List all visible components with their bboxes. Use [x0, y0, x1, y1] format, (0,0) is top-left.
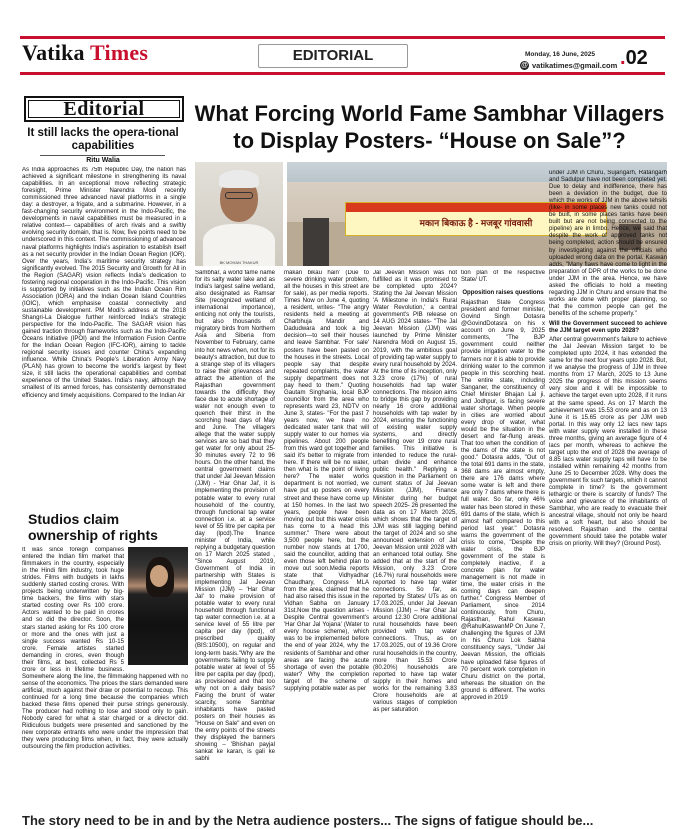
jjm-target-subhead: Will the Government succeed to achieve the JJM target even upto 2028?	[549, 320, 667, 335]
studios-article	[22, 547, 188, 807]
masthead	[0, 0, 685, 78]
left-article-byline: Ritu Walia	[86, 157, 120, 164]
brand-part2: Times	[90, 40, 149, 65]
author-portrait	[195, 162, 283, 266]
masthead-bottom-rule	[20, 72, 665, 75]
email-icon: @	[521, 62, 528, 69]
column-4-body: Rajasthan State Congress president and former minister, Govind Singh Dotasra @GovindDotasra on his x account on June 9, 2025 comments, "The BJP government could neither provide irrigation water to the farmers nor it is able to provide drinking water to the common people in this scorching heat. The entire state, including Sanganer, the constituency of Chief Minister Bhajan Lal ji, and Jodhpur, is facing severe water shortage. When people in cities are worried about every drop of water, what would be the situation in the desert and far-flung areas. That too when the condition of the dams of the state is not good." Dotasra adds, "Out of the total 691 dams in the state, 368 dams are almost empty, there are 176 dams where some water is left and there are only 7 dams where there is full water. So far, only 46% water has been stored in these 691 dams of the state, which is almost half compared to this period last year." Dotasra warns the government of the crisis to come, "Despite the water crisis, the BJP government of the state is completely inactive, if a concrete plan for water management is not made in time, the water crisis in the coming days can deepen further." Congress Member of Parliament, since 2014 continuously, from Churu, Rajasthan, Rahul Kaswan @RahulKaswanMP On June 7, challenging the figures of JJM in his Churu Lok Sabha constituency says, "Under Jal Jeevan Mission, the officials have uploaded false figures of 70 percent work completion in Churu district on the portal, whereas the situation on the ground is different. The works approved in 2019	[461, 300, 545, 701]
bottom-cutoff-text: The story need to be in and by the Netra audience posters... The signs of fatigue should be...	[22, 813, 594, 828]
issue-date: Monday, 16 June, 2025	[525, 51, 595, 58]
article-column-1: Sambhar, a world fame name for its salty water lake and as India's largest saline wetland, also designated as Ramsar Site (recognized wetland of international importance), enticing not only the tourists, but also thousands of migratory birds from Northern Asia and Siberia from November to February, came into hot news when, not for its beauty's attraction, but due to a strange step of its villagers to raise their grievances and attract the attention of the Rajasthan government towards the difficulty they face due to acute shortage of water not enough even to quench their thirst in the scorching heat days of May and June. The villagers allege that the water supply services are so bad that they get water for only about 25-30 minutes every 72 to 96 hours. On the other hand, the central government claims that under Jal Jeevan Mission (JJM) - 'Har Ghar Jal', it is implementing the provision of potable water to every rural household of the country, through functional tap water connection i.e. at a service level of 55 litre per capita per day (lpcd).The finance minister of India, while replying a budgetary question on 17 March 2025 stated , "Since August 2019, Government of India in partnership with States is implementing Jal Jeevan Mission (JJM) – 'Har Ghar Jal' to make provision of potable water to every rural household through functional tap water connection i.e. at a service level of 55 litre per capita per day (lpcd), of prescribed quality (BIS:10500), on regular and long-term basis."Why are the governments failing to supply potable water at level of 55 litre per capita per day (lpcd), as provisioned and that too why not on a daily basis? Facing the brunt of water scarcity, some Sambhar inhabitants have pasted posters on their houses as "House on Sale" and even on the entry points of the streets they displayed the banners showing – 'Bhishan payjal sankat ke karan, is gali ke sabhi	[195, 270, 275, 763]
studios-photo	[128, 547, 188, 665]
masthead-top-rule	[20, 36, 665, 39]
editorial-label: Editorial	[24, 96, 184, 122]
opposition-subhead: Opposition raises questions	[462, 290, 544, 297]
section-label: EDITORIAL	[258, 44, 408, 68]
article-column-2: makan bikau hain' (Due to severe drinking water problem, all the houses in this street are for sale), as per media reports. Times Now on June 4, quoting a resident, writes- "The angry residents held a meeting at Charbhuja Mandir and Dadudwara and took a big decision—to sell their houses and leave Sambhar. 'For sale' posters have been pasted on the houses in the streets. Local people say that despite repeated complaints, the water supply department does not pay heed to them." Quoting Gautam Singhania, local BJP councillor from the area who represents ward 23, NDTV on June 3, states- "For the past 7 years now, we have no dedicated water tank that will supply water to our homes via pipelines. About 200 people from this ward got together and said it's better to migrate from here. If there will be no water, then what is the point of living here? The water works department is not worried, we have put up posters on every street and these have come up at 150 homes. In the last two years, people have been moving out but this water crisis has come to a head this summer." There were about 3,500 people here, but the number now stands at 1700, said the councillor, adding that even those left behind plan to move out soon.Media reports state that Vidhyadhar Chaudhary, Congress MLA from the area, claimed that he had also raised this issue in the Vidhan Sabha on January 31st.Now the question arises -Despite Central government's 'Har Ghar Jal Yojana' (Water to every house scheme), which was to be implemented before the end of year 2024, why the residents of Sambhar and other areas are facing the acute shortage of even the potable water? Why the completion target of the scheme of supplying potable water as per	[284, 270, 369, 692]
article-column-5	[549, 170, 667, 810]
portrait-caption: BK MOHAN THAKUR	[219, 260, 259, 265]
studios-headline: Studios claim ownership of rights	[28, 511, 158, 543]
brand-part1: Vatika	[22, 40, 91, 65]
page-number: .02	[620, 47, 648, 69]
main-headline: What Forcing World Fame Sambhar Villagers to Display Posters- “House on Sale”?	[194, 101, 665, 153]
contact-email	[520, 61, 617, 70]
banner-text: मकान बिकाऊ है - मजबूर गांववासी	[419, 218, 533, 228]
left-headline-rule	[40, 155, 165, 156]
column-4-lead: tion plan of the respective State/ UT.	[461, 270, 545, 284]
left-article-body: As India approaches its 75th Republic Day, the nation has achieved a significant milestone in strengthening its naval capabilities. In an exceptional move reflecting strategic foresight, Prime Minister Narendra Modi recently commissioned three advanced naval platforms in a single day: a destroyer, a frigate, and a submarine. However, in a fast-changing security environment in the Indo-Pacific, the developments in naval capabilities must be measured in a relative context— capabilities of arch rivals and a swiftly evolving security domain, that is. Now, five points need to be underscored in this context. The commissioning of advanced naval platforms highlights India's aspiration to establish itself as a net security provider in the Indian Ocean Region (IOR). Over the years, India's maritime security strategy has significantly evolved. The 2015 Security and Growth for All in the Region (SAGAR) vision reflects India's dedication to fostering regional cooperation in the Indo-Pacific. This vision is supported by initiatives such as the Indian Ocean Rim Association (IORA) and the Indian Ocean Island Countries (IOIC), which emphasise coastal connectivity and sustainable development. PM Modi's address at the 2018 Shangri-La Dialogue further reinforced India's strategic perspective for the Indo-Pacific. The SAGAR vision has gained traction through frameworks such as the Indo-Pacific Oceans Initiative (IPOI) and the Information Fusion Centre for the Indian Ocean Region (IFC-IOR), aiming to tackle regional security issues and counter China's expanding influence. While China's People's Liberation Army Navy (PLAN) has grown to become the world's largest by fleet size, it still lacks the operational capabilities and combat experience of the United States. India's navy, although the smallest of its armed forces, has consistently demonstrated efficiency and timely acquisitions. Compared to the Indian Air	[22, 167, 186, 399]
left-article-headline: It still lacks the opera-tional capabilities	[27, 127, 179, 152]
studios-article-body: It was since foreign companies entered the Indian film market that filmmakers in the country, especially in the Hindi film industry, took huge strides. Films with budgets in lakhs suddenly started costing crores. With projects being underwritten by big-time backers, the films with stars started costing over Rs 100 crore. Actors wanted to be paid in crores and so did the director. Soon, the stars started asking for Rs 100 crore or more and the ones with just a single success wanted Rs 10-15 crore. Female artistes started demanding in crores, even though their films, at best, collected Rs 5 crore or less in lifetime business. Somewhere along the line, the filmmaking happened with no sense of the economics. The prices the stars demanded were artificial, much against their draw or potential to recoup. This continued for a long time because the companies which backed these films opened their purse strings generously. The producer had nothing to lose and stood only to gain. Nobody cared for what a star charged or a director did. Ridiculous budgets were presented and sanctioned by the new corporate entrants who were under the impression that they were producing films when, in fact, they were actually outsourcing the film production activities.	[22, 547, 188, 751]
column-5-lead: under JJM in Churu, Sujangarh, Ratangarh and Sadulpur have not been completed yet. Due to delay and indifference, there has been a deviation in the budget, due to which the works of JJM in the above tehsils (like- in some places new tanks could not be built, in some places tanks have been built but are not being connected to the pipeline) are in limbo. Hence, we said that despite the work of approved tanks not being completed, action should be ensured by investigating against the officials who uploaded wrong data on the portal. Kaswan adds, "Many flaws have come to light in the preparation of DPR of the works to be done under JJM in the area. Hence, we have asked the officials to hold a meeting regarding JJM in Churu and ensure that the works are done with proper planning, so that the common people can get the benefits of the scheme properly."	[549, 170, 667, 317]
article-column-3: Jal Jeevan Mission was not fulfilled as it was promised to be completed upto 2024? Stating the Jal Jeevan Mission 'A Milestone in India's Rural Water Revolution,' a central government's PIB release on 14 AUG 2024 states- "The Jal Jeevan Mission (JJM) was launched by Prime Minister Narendra Modi on August 15, 2019, with the ambitious goal of providing tap water supply to every rural household by 2024. At the time of its inception, only 3.23 crore (17%) of rural households had tap water connections. The mission aims to bridge this gap by providing nearly 16 crore additional households with tap water by 2024, ensuring the functioning of existing water supply systems, and directly benefiting over 19 crore rural families. This initiative is intended to reduce the rural-urban divide and enhance public health." Replying a question in the Parliament on current status of Jal Jeevan Mission (JJM), Finance Minister during her budget speech 2025- 26 presented the data as on 17 March 2025, which shows that the target of JJM was still lagging behind the target of 2024 and so she announced extension of Jal Jeevan Mission until 2028 with an enhanced total outlay. She added that at the start of the Mission, only 3.23 Crore (16.7%) rural households were reported to have tap water connections. So far, as reported by States/ UTs as on 17.03.2025, under Jal Jeevan Mission (JJM) – Har Ghar Jal around 12.30 Crore additional rural households have been provided with tap water connections. Thus, as on 17.03.2025, out of 19.36 Crore rural households in the country, more than 15.53 Crore (80.20%) households are reported to have tap water supply in their homes and works for the remaining 3.83 Crore households are at various stages of completion as per saturation	[373, 270, 457, 713]
brand-logo	[22, 40, 148, 66]
column-5-body: After central government's failure to achieve the Jal Jeevan Mission target to be completed upto 2024, it has extended the same for the next four years upto 2028. But, if we analyse the progress of JJM in three months from 17 March, 2025 to 13 June 2025 the progress of this mission seems very slow and it will be impossible to achieve the target even upto 2028, if it runs at the same speed. As on 17 March the achievement was 15.53 crore and as on 13 June it is 15.65 crore as per JJM web portal. In this way only 12 lacs new taps with water supply were installed in these three months, giving an average figure of 4 lacs per month, whereas to achieve the target upto the end of 2028 the average of 8.85 lacs water supply taps will have to be installed within remaining 42 months from June 25 to December 2028. Why does the government fix such targets, which it cannot complete in time? Is the government lethargic or there is scarcity of funds? The voice and grievance of the inhabitants of Sambhar, who are ready to evacuate their ancestral village, should not only be heard with a soft heart, but also should be resolved. Rajasthan and the central government should take the potable water crisis on priority. Will they? (Ground Post).	[549, 337, 667, 548]
page-number-value: 02	[625, 47, 648, 69]
article-column-4	[461, 270, 545, 810]
email-text: vatikatimes@gmail.com	[532, 61, 618, 70]
